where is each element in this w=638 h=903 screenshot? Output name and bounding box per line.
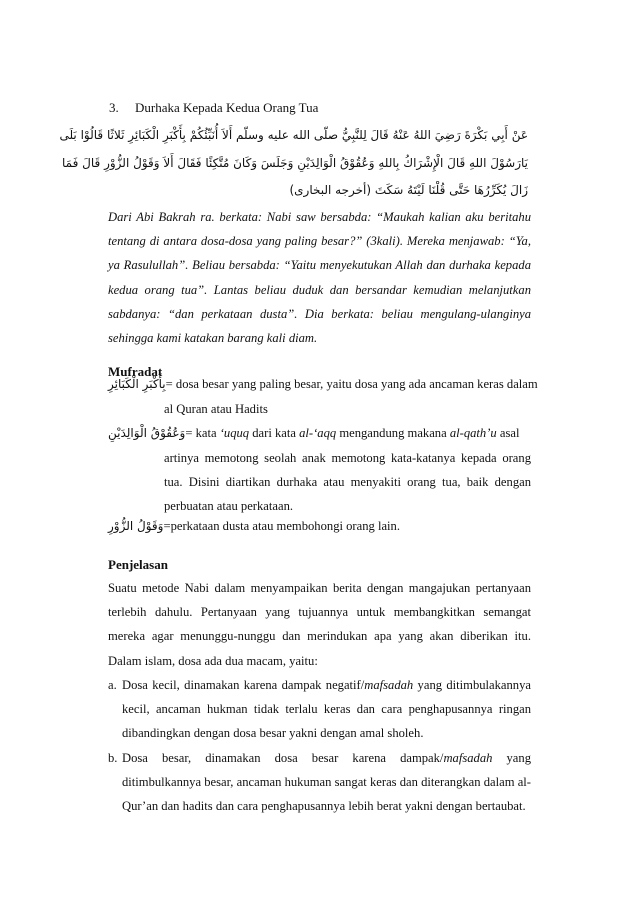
vocab-arabic-2: وَعُقُوْقُ الْوَالِدَيْنِ <box>108 426 186 440</box>
section-heading <box>109 100 318 116</box>
vocab-term: al-qath’u <box>449 426 497 440</box>
hadith-translation: Dari Abi Bakrah ra. berkata: Nabi saw bersabda: “Maukah kalian aku beritahu tentang di antara dosa-dosa yang paling besar?” (3kali). Mereka menjawab: “Ya, ya Rasulullah”. Beliau bersabda: “Yaitu menyekutukan Allah dan durhaka kepada kedua orang tua”. Lantas beliau duduk dan bersandar kemudian melanjutkan sabdanya: “dan perkataan dusta”. Dia berkata: beliau mengulang-ulanginya sehingga kami katakan barang kali diam. <box>108 210 531 346</box>
list-item-term: mafsadah <box>443 751 493 765</box>
vocab-definition-1-cont: al Quran atau Hadits <box>164 402 268 416</box>
list-label-a: a. <box>108 678 117 692</box>
list-item-b <box>122 746 531 819</box>
vocab-definition-2-cont: artinya memotong seolah anak memotong kata-katanya kepada orang tua. Disini diartikan durhaka atau menyakiti orang tua, baik dengan perbuatan atau perkataan. <box>164 451 531 514</box>
list-item-a <box>122 673 531 746</box>
vocab-term: ‘uquq <box>219 426 250 440</box>
mufradat-title: Mufradat <box>108 364 163 379</box>
vocab-definition-2-part: kata <box>195 426 220 440</box>
section-number: 3. <box>109 100 119 115</box>
list-item-text: Dosa besar, dinamakan dosa besar karena dampak/ <box>122 751 444 765</box>
vocab-definition-1: dosa besar yang paling besar, yaitu dosa yang ada ancaman keras dalam <box>175 377 538 391</box>
arabic-hadith-line-2: يَارَسُوْلَ اللهِ قَالَ الْإِشْرَاكُ بِاللهِ وَعُقُوْقُ الْوَالِدَيْنِ وَجَلَسَ وَكَانَ مُتَّكِئًا فَقَالَ أَلاَ وَقَوْلُ الزُّوْرِ قَالَ فَمَا <box>62 156 528 170</box>
penjelasan-intro: Suatu metode Nabi dalam menyampaikan berita dengan mangajukan pertanyaan terlebih dahulu. Pertanyaan yang tujuannya untuk membangkitkan semangat mereka agar menunggu-nunggu dan merindukan apa yang akan diberikan itu. Dalam islam, dosa ada dua macam, yaitu: <box>108 581 531 668</box>
list-label-b: b. <box>108 751 118 765</box>
vocab-separator: = <box>165 377 173 391</box>
vocab-separator: = <box>163 519 171 533</box>
vocab-term: al-‘aqq <box>299 426 337 440</box>
arabic-hadith-line-1: عَنْ أَبِي بَكْرَةَ رَضِيَ اللهُ عَنْهُ قَالَ لِلنَّبِيُّ صلّى الله عليه وسلّم أَلاَ أُنَبِّئُكُمْ بِأَكْبَرِ الْكَبَائِرِ ثَلاثًا قَالُوْا بَلَى <box>59 128 528 142</box>
list-item-text: yang ditimbulkannya besar, ancaman hukuman sangat keras dan diterangkan dalam al-Qur’an dan hadits dan cara penghapusannya lebih berat yakni dengan bertaubat. <box>122 751 531 814</box>
penjelasan-title: Penjelasan <box>108 557 168 572</box>
vocab-arabic-1: بِأَكْبَرِ الْكَبَائِرِ <box>108 377 166 391</box>
vocab-item-3 <box>108 514 400 538</box>
vocab-arabic-3: وَقَوْلُ الزُّوْرِ <box>108 519 164 533</box>
list-item-term: mafsadah <box>364 678 414 692</box>
vocab-definition-2-part: dari kata <box>249 426 300 440</box>
vocab-definition-3: perkataan dusta atau membohongi orang lain. <box>170 519 400 533</box>
arabic-hadith-line-3: زَالَ يُكَرِّرُهَا حَتَّى قُلْنَا لَيْتَهُ سَكَتَ (أخرجه البخارى) <box>289 183 528 197</box>
section-title: Durhaka Kepada Kedua Orang Tua <box>135 100 319 115</box>
vocab-item-1 <box>108 372 538 396</box>
vocab-definition-2-part: mengandung makana <box>336 426 450 440</box>
vocab-item-2 <box>108 421 531 445</box>
vocab-definition-2-part: asal <box>496 426 520 440</box>
vocab-separator: = <box>185 426 193 440</box>
list-item-text: Dosa kecil, dinamakan karena dampak negatif/ <box>122 678 365 692</box>
list-item-text: yang ditimbulakannya kecil, ancaman hukman tidak terlalu keras dan cara penghapusannya ringan dibandingkan dengan dosa besar yakni dengan amal sholeh. <box>122 678 531 741</box>
